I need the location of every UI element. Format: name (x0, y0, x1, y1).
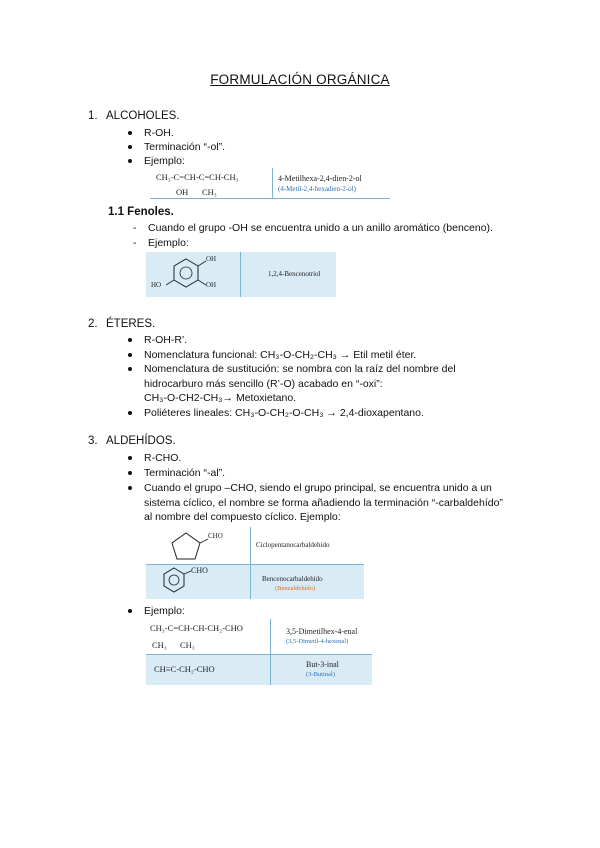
compound-alt-name: (Benzaldehído) (275, 585, 316, 592)
ring-structures (146, 527, 250, 599)
substituent-label: OH (206, 281, 217, 289)
section-heading: ALCOHOLES. (106, 110, 180, 122)
compound-name: 3,5-Dimetilhex-4-enal (286, 627, 358, 636)
section-number: 3. (88, 435, 98, 447)
compound-name: But-3-inal (306, 660, 339, 669)
compound-alt-name: (4-Metil-2,4-hexadien-2-ol) (278, 185, 356, 193)
chain-aldehyde-table (146, 619, 372, 685)
compound-name: 4-Metilhexa-2,4-dien-2-ol (278, 174, 362, 183)
bullet-icon (128, 338, 132, 342)
compound-alt-name: (3,5-Dimetil-4-hexenal) (286, 638, 349, 645)
compound-name: 1,2,4-Bencenotriol (268, 270, 321, 278)
section-number: 2. (88, 318, 98, 330)
section-heading: ÉTERES. (106, 318, 156, 330)
page-title: FORMULACIÓN ORGÁNICA (210, 72, 390, 87)
formula: CH₃-C=CH-C=CH-CH₃ (156, 172, 239, 182)
bullet-icon (128, 367, 132, 371)
subsection-heading: 1.1 Fenoles. (108, 206, 174, 218)
formula: CH₃-C=CH-CH-CH₂-CHO (150, 623, 243, 633)
bullet-icon (128, 353, 132, 357)
section-heading: ALDEHÍDOS. (106, 435, 176, 447)
substituent-label: CHO (191, 566, 208, 575)
cyclic-aldehyde-table (146, 527, 364, 599)
substituent-label: CHO (208, 532, 223, 540)
bullet-icon (128, 159, 132, 163)
bullet-icon (128, 131, 132, 135)
substituent-label: OH (206, 255, 217, 263)
bullet-icon (128, 456, 132, 460)
compound-alt-name: (3-Butinal) (306, 671, 335, 678)
formula-substituent: CH₃ (152, 640, 167, 650)
phenol-example-table (146, 252, 336, 297)
bullet-icon (128, 486, 132, 490)
compound-name: Bencenocarbaldehído (262, 575, 323, 583)
formula-substituent: CH₃ (202, 187, 217, 197)
alcohol-example-table (150, 168, 390, 200)
compound-name: Ciclopentanocarbaldehído (256, 541, 330, 549)
bullet-icon (128, 411, 132, 415)
bullet-icon (128, 609, 132, 613)
substituent-label: HO (151, 281, 162, 289)
section-number: 1. (88, 110, 98, 122)
bullet-icon (128, 145, 132, 149)
benzene-ring-structure (146, 252, 240, 297)
formula-substituent: OH (176, 187, 189, 197)
formula-substituent: CH₃ (180, 640, 195, 650)
bullet-icon (128, 471, 132, 475)
formula: CH≡C-CH₂-CHO (154, 664, 215, 674)
